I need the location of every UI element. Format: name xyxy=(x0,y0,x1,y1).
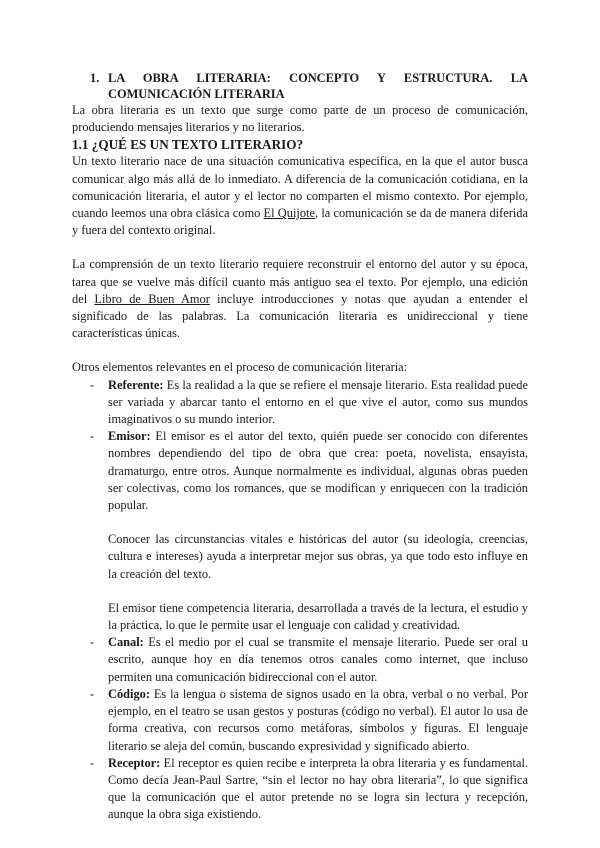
chapter-number: 1. xyxy=(90,71,100,85)
intro-paragraph: La obra literaria es un texto que surge como parte de un proceso de comunicación, produciendo mensajes literarios y no literarios. xyxy=(72,103,528,135)
term-label: Código: xyxy=(108,686,150,701)
term-text: Es el medio por el cual se transmite el mensaje literario. Puede ser oral u escrito, aunque hoy en día tenemos otros canales como internet, que incluso permiten una comunicación bidireccional con el autor. xyxy=(108,635,528,684)
paragraph-2 xyxy=(72,256,528,342)
emisor-extra-2: El emisor tiene competencia literaria, desarrollada a través de la lectura, el estudio y la práctica, lo que le permite usar el lenguaje con calidad y creatividad. xyxy=(108,600,528,633)
paragraph-2-text-b: incluye introducciones y notas que ayudan a entender el significado de las palabras. La comunicación literaria es unidireccional y tiene características únicas. xyxy=(72,291,528,341)
document-page xyxy=(72,70,528,824)
emisor-extra-1: Conocer las circunstancias vitales e históricas del autor (su ideología, creencias, cultura e intereses) ayuda a interpretar mejor sus obras, ya que todo esto influye en la creación del texto. xyxy=(108,532,528,581)
paragraph-1-text-b: , la comunicación se da de manera diferida y fuera del contexto original. xyxy=(72,206,528,238)
section-title: 1.1 ¿QUÉ ES UN TEXTO LITERARIO? xyxy=(72,137,304,153)
paragraph-1-text-a: Un texto literario nace de una situación comunicativa específica, en la que el autor busca comunicar algo más allá de lo inmediato. A diferencia de la comunicación cotidiana, en la comunicación literaria, el autor y el lector no comparten el mismo contexto. Por ejemplo, cuando leemos una obra clásica como xyxy=(72,154,528,221)
term-label: Canal: xyxy=(108,635,144,650)
list-item-receptor xyxy=(72,755,528,824)
buen-amor-link: Libro de Buen Amor xyxy=(94,291,210,306)
bullet-dash: - xyxy=(90,686,95,701)
list-item-referente xyxy=(72,377,528,429)
bullet-dash: - xyxy=(90,377,95,392)
term-label: Receptor: xyxy=(108,755,161,770)
chapter-heading xyxy=(90,70,528,102)
bullet-dash: - xyxy=(90,635,95,650)
chapter-title-line1: LA OBRA LITERARIA: CONCEPTO Y ESTRUCTURA. LA xyxy=(108,71,528,85)
paragraph-1 xyxy=(72,153,528,239)
quijote-link: El Quijote xyxy=(263,206,315,221)
paragraph-3: Otros elementos relevantes en el proceso de comunicación literaria: xyxy=(72,360,408,375)
term-label: Emisor: xyxy=(108,429,151,444)
elements-list-continued xyxy=(72,634,528,823)
term-text: El emisor es el autor del texto, quién puede ser conocido con diferentes nombres dependiendo del tipo de obra que crea: poeta, novelista, ensayista, dramaturgo, entre otros. Aunque normalmente es individual, algunas obras pueden ser colectivas, como los romances, que se modifican y enriquecen con la tradición popular. xyxy=(108,429,528,513)
term-text: Es la lengua o sistema de signos usado en la obra, verbal o no verbal. Por ejemplo, en el teatro se usan gestos y posturas (código no verbal). El autor lo usa de forma creativa, con recursos como metáforas, símbolos y figuras. El lenguaje literario se aleja del común, buscando expresividad y significado abierto. xyxy=(108,686,528,753)
list-item-emisor xyxy=(72,428,528,514)
term-text: El receptor es quien recibe e interpreta la obra literaria y es fundamental. Como decía Jean-Paul Sartre, “sin el lector no hay obra literaria”, lo que significa que la comunicación que el autor pretende no se logra sin lectura y recepción, aunque la obra siga existiendo. xyxy=(108,755,528,822)
term-label: Referente: xyxy=(108,377,164,392)
term-text: Es la realidad a la que se refiere el mensaje literario. Esta realidad puede ser variada y abarcar tanto el entorno en el que vive el autor, como sus mundos imaginativos o su mundo interior. xyxy=(108,377,528,427)
list-item-codigo xyxy=(72,686,528,755)
chapter-title-line2: COMUNICACIÓN LITERARIA xyxy=(108,87,285,101)
elements-list xyxy=(72,377,528,515)
list-item-canal xyxy=(72,634,528,686)
bullet-dash: - xyxy=(90,429,95,444)
paragraph-2-text-a: La comprensión de un texto literario requiere reconstruir el entorno del autor y su época, tarea que se vuelve más difícil cuanto más antiguo sea el texto. Por ejemplo, una edición del xyxy=(72,257,528,306)
bullet-dash: - xyxy=(90,755,95,770)
